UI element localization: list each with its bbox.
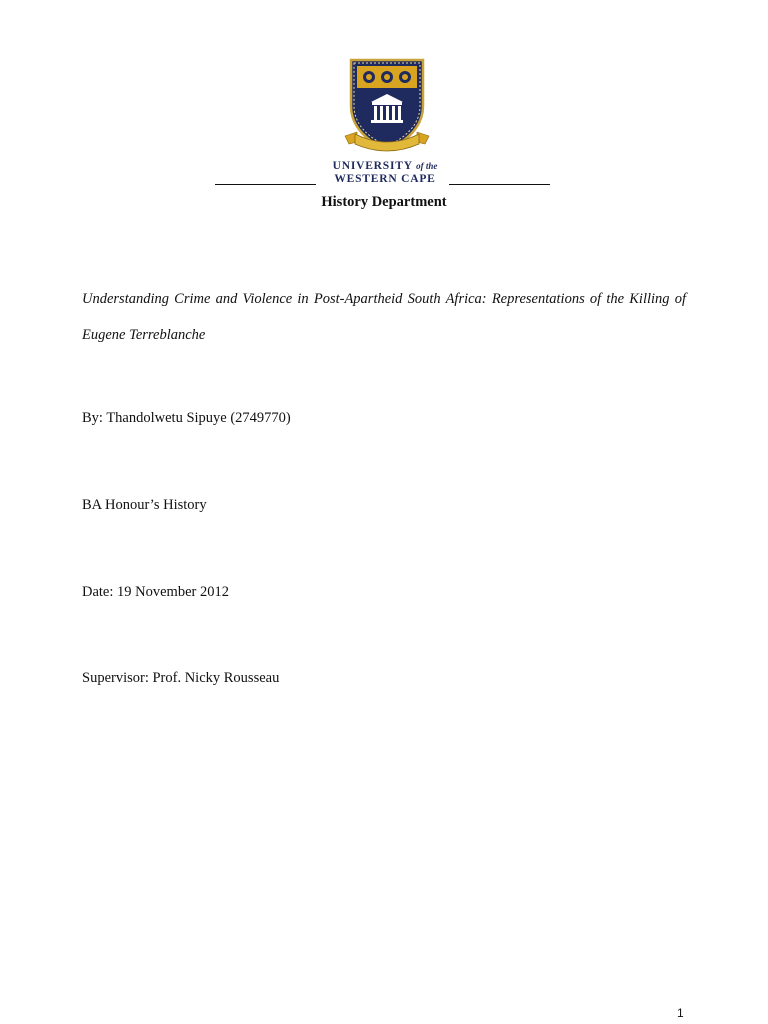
author-line: By: Thandolwetu Sipuye (2749770) [82,410,291,426]
degree-line: BA Honour’s History [82,497,207,513]
supervisor-line: Supervisor: Prof. Nicky Rousseau [82,670,280,686]
university-of-the: of the [416,161,438,171]
header-rule-left [215,184,316,185]
header-rule-right [449,184,550,185]
department-heading: History Department [321,194,447,210]
page-number: 1 [677,1006,684,1020]
university-line-2: WESTERN CAPE [334,173,436,185]
document-title: Understanding Crime and Violence in Post-Apartheid South Africa: Representations of the Killing of Eugene Terreblanche [82,291,686,343]
date-line: Date: 19 November 2012 [82,584,229,600]
university-crest-logo [343,58,431,158]
university-name [318,160,452,186]
university-line-1: UNIVERSITY [332,160,413,172]
